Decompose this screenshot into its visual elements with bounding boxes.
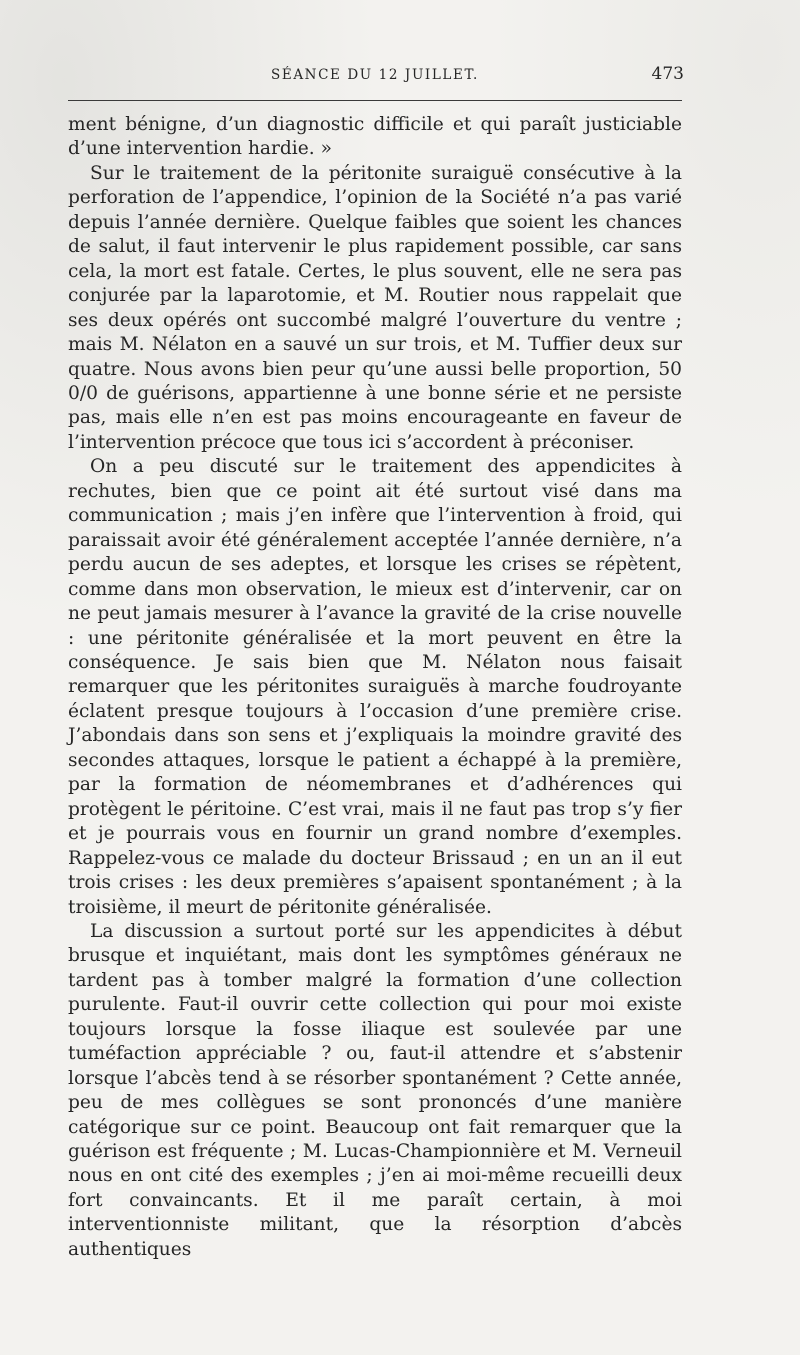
paragraph: La discussion a surtout porté sur les appendicites à début brusque et inquiétant, mais dont les symptômes généraux ne tardent pas à tomber malgré la formation d’une collection purulente. Faut-il ouvrir cette collection qui pour moi existe toujours lorsque la fosse iliaque est soulevée par une tuméfaction appréciable ? ou, faut-il attendre et s’abstenir lorsque l’abcès tend à se résorber spontanément ? Cette année, peu de mes collègues se sont prononcés d’une manière catégorique sur ce point. Beaucoup ont fait remarquer que la guérison est fréquente ; M. Lucas-Championnière et M. Verneuil nous en ont cité des exemples ; j’en ai moi-même recueilli deux fort convaincants. Et il me paraît certain, à moi interventionniste militant, que la résorption d’abcès authentiques bbox=[68, 920, 682, 1260]
paragraph: On a peu discuté sur le traitement des appendicites à rechutes, bien que ce point ait été surtout visé dans ma communication ; mais j’en infère que l’intervention à froid, qui paraissait avoir été généralement acceptée l’année dernière, n’a perdu aucun de ses adeptes, et lorsque les crises se répètent, comme dans mon observation, le mieux est d’intervenir, car on ne peut jamais mesurer à l’avance la gravité de la crise nouvelle : une péritonite généralisée et la mort peuvent en être la conséquence. Je sais bien que M. Nélaton nous faisait remarquer que les péritonites suraiguës à marche foudroyante éclatent presque toujours à l’occasion d’une première crise. J’abondais dans son sens et j’expliquais la moindre gravité des secondes attaques, lorsque le patient a échappé à la première, par la formation de néomembranes et d’adhérences qui protègent le péritoine. C’est vrai, mais il ne faut pas trop s’y fier et je pourrais vous en fournir un grand nombre d’exemples. Rappelez-vous ce malade du docteur Brissaud ; en un an il eut trois crises : les deux premières s’apaisent spontanément ; à la troisième, il meurt de péritonite généralisée. bbox=[68, 456, 682, 918]
header-rule bbox=[68, 100, 682, 101]
page-header bbox=[68, 62, 682, 92]
body-text bbox=[68, 113, 682, 1262]
page-number: 473 bbox=[651, 64, 684, 84]
paragraph: ment bénigne, d’un diagnostic difficile et qui paraît justiciable d’une intervention hardie. » bbox=[68, 114, 682, 160]
running-title: SÉANCE DU 12 JUILLET. bbox=[271, 67, 479, 83]
paragraph: Sur le traitement de la péritonite suraiguë consécutive à la perforation de l’appendice, l’opinion de la Société n’a pas varié depuis l’année dernière. Quelque faibles que soient les chances de salut, il faut intervenir le plus rapidement possible, car sans cela, la mort est fatale. Certes, le plus souvent, elle ne sera pas conjurée par la laparotomie, et M. Routier nous rappelait que ses deux opérés ont succombé malgré l’ouverture du ventre ; mais M. Nélaton en a sauvé un sur trois, et M. Tuffier deux sur quatre. Nous avons bien peur qu’une aussi belle proportion, 50 0/0 de guérisons, appartienne à une bonne série et ne persiste pas, mais elle n’en est pas moins encourageante en faveur de l’intervention précoce que tous ici s’accordent à préconiser. bbox=[68, 162, 682, 453]
